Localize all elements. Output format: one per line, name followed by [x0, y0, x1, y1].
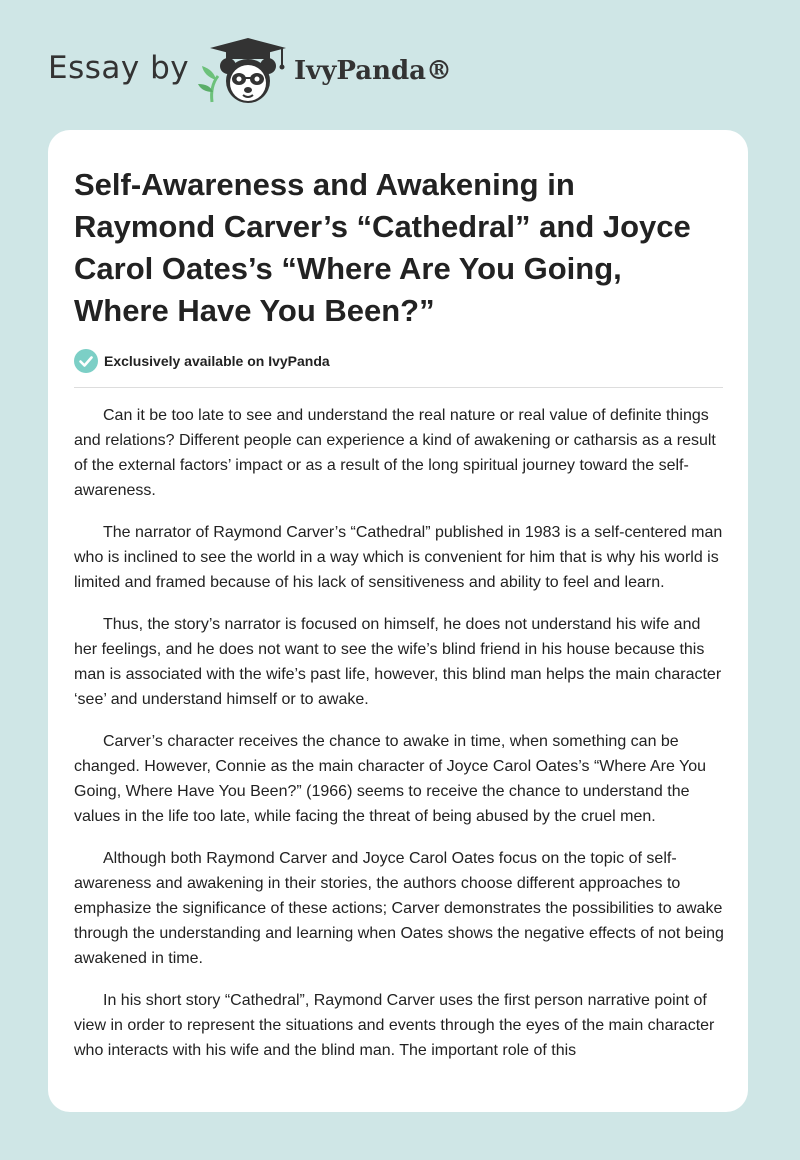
paragraph-1: Can it be too late to see and understand the real nature or real value of definite things and relations? Different people can experience a kind of awakening or catharsis as a result of the external factors’ impact or as a result of the long spiritual journey toward the self-awareness.: [74, 407, 716, 499]
exclusive-badge: [74, 348, 330, 374]
site-header: [0, 0, 800, 130]
paragraph-6: In his short story “Cathedral”, Raymond Carver uses the first person narrative point of view in order to represent the situations and events through the eyes of the main character who interacts with his wife and the blind man. The important role of this: [74, 992, 715, 1059]
essay-title: Self-Awareness and Awakening in Raymond Carver’s “Cathedral” and Joyce Carol Oates’s “Where Are You Going, Where Have You Been?”: [74, 167, 691, 328]
exclusive-label: Exclusively available on IvyPanda: [104, 353, 330, 369]
essay-body: [74, 403, 726, 1080]
essay-by-label: Essay by: [48, 50, 190, 86]
paragraph-4: Carver’s character receives the chance to awake in time, when something can be changed. However, Connie as the main character of Joyce Carol Oates’s “Where Are You Going, Where Have You Been?” (1966) seems to receive the chance to understand the values in the life too late, while facing the threat of being abused by the cruel men.: [74, 733, 707, 825]
ivypanda-brand[interactable]: IvyPanda®: [294, 56, 453, 86]
essay-card: [48, 130, 748, 1112]
paragraph-3: Thus, the story’s narrator is focused on himself, he does not understand his wife and her feelings, and he does not want to see the wife’s blind friend in his house because this man is associated with the wife’s past life, however, this blind man helps the main character ‘see’ and understand himself or to awake.: [74, 616, 722, 708]
paragraph-2: The narrator of Raymond Carver’s “Cathedral” published in 1983 is a self-centered man who is inclined to see the world in a way which is convenient for him that is why his world is limited and framed because of his lack of sensitiveness and ability to feel and learn.: [74, 524, 723, 591]
paragraph-5: Although both Raymond Carver and Joyce Carol Oates focus on the topic of self-awareness and awakening in their stories, the authors choose different approaches to emphasize the significance of these actions; Carver demonstrates the possibilities to awake through the understanding and learning when Oates shows the negative effects of not being awakened in time.: [74, 850, 724, 967]
divider: [74, 387, 723, 388]
panda-graduate-icon[interactable]: [196, 36, 292, 108]
check-circle-icon: [74, 349, 98, 373]
